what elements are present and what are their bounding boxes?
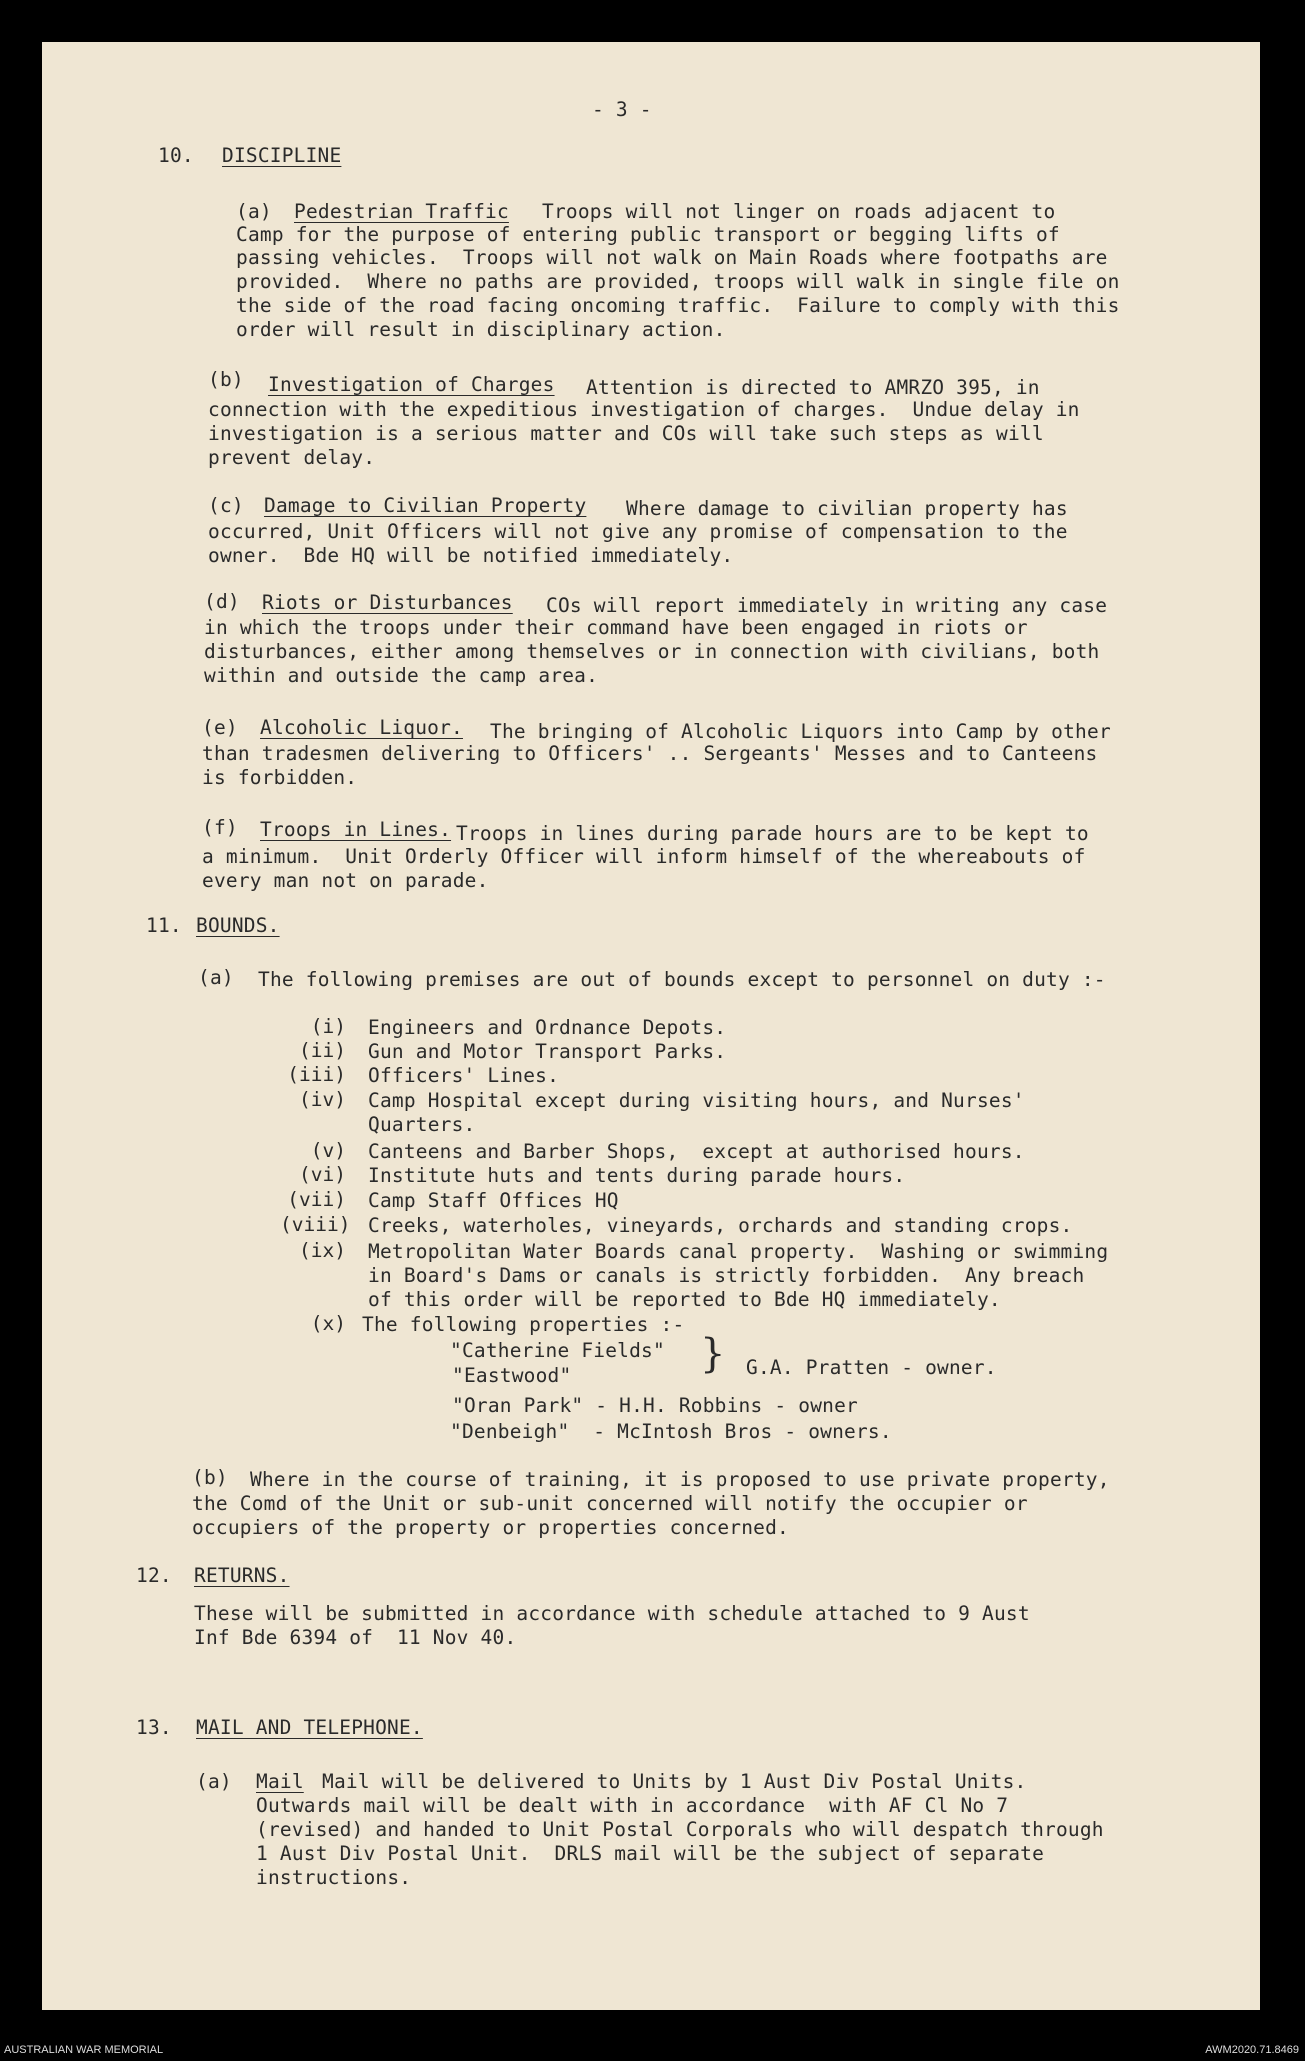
bounds-item-text: Institute huts and tents during parade hours. [368,1164,906,1187]
property-oran-park: "Oran Park" - H.H. Robbins - owner [452,1394,858,1417]
item-11b-line: occupiers of the property or properties concerned. [192,1516,789,1539]
item-10c-line: Where damage to civilian property has [626,497,1068,520]
section-13-number: 13. [136,1716,172,1739]
item-10c-heading: Damage to Civilian Property [264,494,587,517]
bounds-item-number: (vi) [299,1163,346,1186]
item-10a-line: Camp for the purpose of entering public transport or begging lifts of [236,223,1060,246]
item-10b-line: prevent delay. [208,446,376,469]
section-10-number: 10. [158,144,194,167]
page-number: - 3 - [592,98,652,121]
item-10d-line: COs will report immediately in writing any case [546,594,1108,617]
bounds-item-number: (ii) [299,1039,346,1062]
item-10b-heading: Investigation of Charges [268,373,555,396]
bounds-item-text: Officers' Lines. [368,1064,560,1087]
item-10f-line: a minimum. Unit Orderly Officer will inform himself of the whereabouts of [202,845,1086,868]
bounds-item-text: Camp Staff Offices HQ [368,1189,619,1212]
item-10a-line: passing vehicles. Troops will not walk on Main Roads where footpaths are [236,246,1108,269]
item-10a-line: provided. Where no paths are provided, troops will walk in single file on [236,270,1120,293]
bounds-item-text: The following properties :- [362,1313,685,1336]
item-10e-line: The bringing of Alcoholic Liquors into Camp by other [490,720,1111,743]
property-catherine-fields: "Catherine Fields" [450,1339,665,1362]
bounds-item-number: (vii) [287,1188,346,1211]
item-13a-line: Mail will be delivered to Units by 1 Aust Div Postal Units. [322,1770,1027,1793]
bounds-item-text: Camp Hospital except during visiting hours, and Nurses' [368,1089,1025,1112]
section-12-number: 12. [136,1564,172,1587]
item-11b-line: Where in the course of training, it is proposed to use private property, [250,1468,1110,1491]
brace-icon: } [700,1331,726,1377]
item-10a-heading: Pedestrian Traffic [294,200,509,223]
item-13a-heading: Mail [256,1770,304,1793]
section-11-number: 11. [146,914,182,937]
bounds-item-number: (iii) [287,1063,346,1086]
item-10d-line: in which the troops under their command have been engaged in riots or [204,616,1028,639]
item-11b-line: the Comd of the Unit or sub-unit concerned will notify the occupier or [192,1492,1028,1515]
bounds-item-text: Gun and Motor Transport Parks. [368,1040,727,1063]
section-11-title: BOUNDS. [196,914,280,937]
bounds-item-number: (viii) [280,1213,351,1236]
item-10d-line: within and outside the camp area. [204,664,599,687]
section-12-line: Inf Bde 6394 of 11 Nov 40. [194,1626,517,1649]
item-10a-line: Troops will not linger on roads adjacent to [542,200,1056,223]
item-10b-line: investigation is a serious matter and COs will take such steps as will [208,422,1044,445]
item-10a-line: order will result in disciplinary action. [236,318,726,341]
item-13a-line: (revised) and handed to Unit Postal Corporals who will despatch through [256,1818,1104,1841]
bounds-item-number: (iv) [299,1088,346,1111]
bounds-item-text: Quarters. [368,1113,476,1136]
bounds-item-text: Canteens and Barber Shops, except at authorised hours. [368,1140,1025,1163]
property-owner-pratten: G.A. Pratten - owner. [746,1356,997,1379]
item-10f-line: every man not on parade. [202,869,489,892]
item-10c-line: occurred, Unit Officers will not give any promise of compensation to the [208,520,1068,543]
section-12-title: RETURNS. [194,1564,290,1587]
item-10e-label: (e) [202,716,238,739]
item-10b-label: (b) [208,368,244,391]
item-10a-line: the side of the road facing oncoming traffic. Failure to comply with this [236,294,1120,317]
section-12-line: These will be submitted in accordance with schedule attached to 9 Aust [194,1602,1030,1625]
item-10a-label: (a) [236,200,272,223]
item-10c-line: owner. Bde HQ will be notified immediately. [208,544,734,567]
item-10d-heading: Riots or Disturbances [262,591,513,614]
bounds-item-text: Engineers and Ordnance Depots. [368,1016,727,1039]
item-10b-line: Attention is directed to AMRZO 395, in [586,376,1040,399]
bounds-item-number: (i) [310,1015,346,1038]
item-11a-label: (a) [198,966,234,989]
item-10b-line: connection with the expeditious investigation of charges. Undue delay in [208,398,1080,421]
property-denbeigh: "Denbeigh" - McIntosh Bros - owners. [450,1420,892,1443]
item-10f-line: Troops in lines during parade hours are to be kept to [456,822,1089,845]
item-10e-heading: Alcoholic Liquor. [260,716,463,739]
item-10f-label: (f) [202,816,238,839]
bounds-item-text: Metropolitan Water Boards canal property. Washing or swimming [368,1240,1109,1263]
item-10d-label: (d) [204,590,240,613]
item-13a-line: 1 Aust Div Postal Unit. DRLS mail will be the subject of separate [256,1842,1045,1865]
item-13a-label: (a) [196,1770,232,1793]
footer-item-id: AWM2020.71.8469 [1205,2044,1299,2056]
item-10e-line: than tradesmen delivering to Officers' .. Sergeants' Messes and to Canteens [202,742,1098,765]
item-10f-heading: Troops in Lines. [260,818,452,841]
item-10d-line: disturbances, either among themselves or in connection with civilians, both [204,640,1100,663]
bounds-item-text: Creeks, waterholes, vineyards, orchards and standing crops. [368,1214,1073,1237]
bounds-item-number: (v) [310,1139,346,1162]
item-13a-line: instructions. [256,1866,412,1889]
item-11b-label: (b) [192,1466,228,1489]
bounds-item-number: (ix) [299,1239,346,1262]
section-10-title: DISCIPLINE [222,144,342,167]
bounds-item-text: of this order will be reported to Bde HQ immediately. [368,1288,1001,1311]
property-eastwood: "Eastwood" [452,1364,572,1387]
footer-archive-name: AUSTRALIAN WAR MEMORIAL [4,2044,164,2056]
bounds-item-text: in Board's Dams or canals is strictly forbidden. Any breach [368,1264,1085,1287]
section-13-title: MAIL AND TELEPHONE. [196,1716,423,1739]
item-10c-label: (c) [208,494,244,517]
item-11a-text: The following premises are out of bounds except to personnel on duty :- [258,968,1106,991]
bounds-item-number: (x) [310,1312,346,1335]
item-13a-line: Outwards mail will be dealt with in accordance with AF Cl No 7 [256,1794,1009,1817]
item-10e-line: is forbidden. [202,766,358,789]
